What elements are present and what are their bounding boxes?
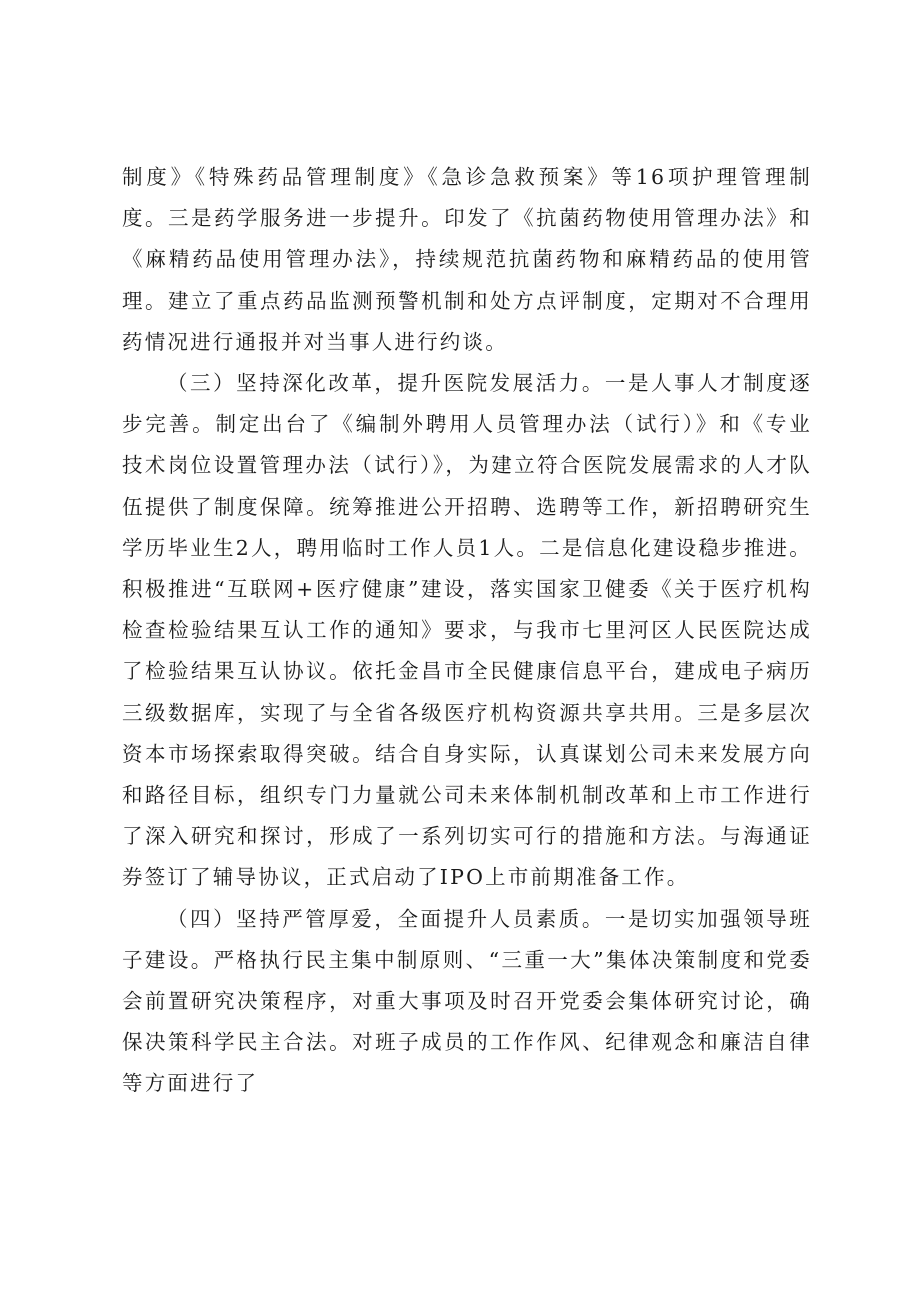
paragraph-strict-management: （四）坚持严管厚爱，全面提升人员素质。一是切实加强领导班子建设。严格执行民主集中制原则、“三重一大”集体决策制度和党委会前置研究决策程序，对重大事项及时召开党委会集体研究讨论，确保决策科学民主合法。对班子成员的工作作风、纪律观念和廉洁自律等方面进行了 bbox=[122, 906, 812, 1096]
paragraph-nursing-pharmacy: 制度》《特殊药品管理制度》《急诊急救预案》等16项护理管理制度。三是药学服务进一步提升。印发了《抗菌药物使用管理办法》和《麻精药品使用管理办法》，持续规范抗菌药物和麻精药品的使用管理。建立了重点药品监测预警机制和处方点评制度，定期对不合理用药情况进行通报并对当事人进行约谈。 bbox=[122, 165, 812, 354]
paragraph-deepen-reform: （三）坚持深化改革，提升医院发展活力。一是人事人才制度逐步完善。制定出台了《编制外聘用人员管理办法（试行）》和《专业技术岗位设置管理办法（试行）》，为建立符合医院发展需求的人才队伍提供了制度保障。统筹推进公开招聘、选聘等工作，新招聘研究生学历毕业生2人，聘用临时工作人员1人。二是信息化建设稳步推进。积极推进“互联网+医疗健康”建设，落实国家卫健委《关于医疗机构检查检验结果互认工作的通知》要求，与我市七里河区人民医院达成了检验结果互认协议。依托金昌市全民健康信息平台，建成电子病历三级数据库，实现了与全省各级医疗机构资源共享共用。三是多层次资本市场探索取得突破。结合自身实际，认真谋划公司未来发展方向和路径目标，组织专门力量就公司未来体制机制改革和上市工作进行了深入研究和探讨，形成了一系列切实可行的措施和方法。与海通证券签订了辅导协议，正式启动了IPO上市前期准备工作。 bbox=[122, 371, 812, 890]
document-body bbox=[122, 157, 812, 1105]
